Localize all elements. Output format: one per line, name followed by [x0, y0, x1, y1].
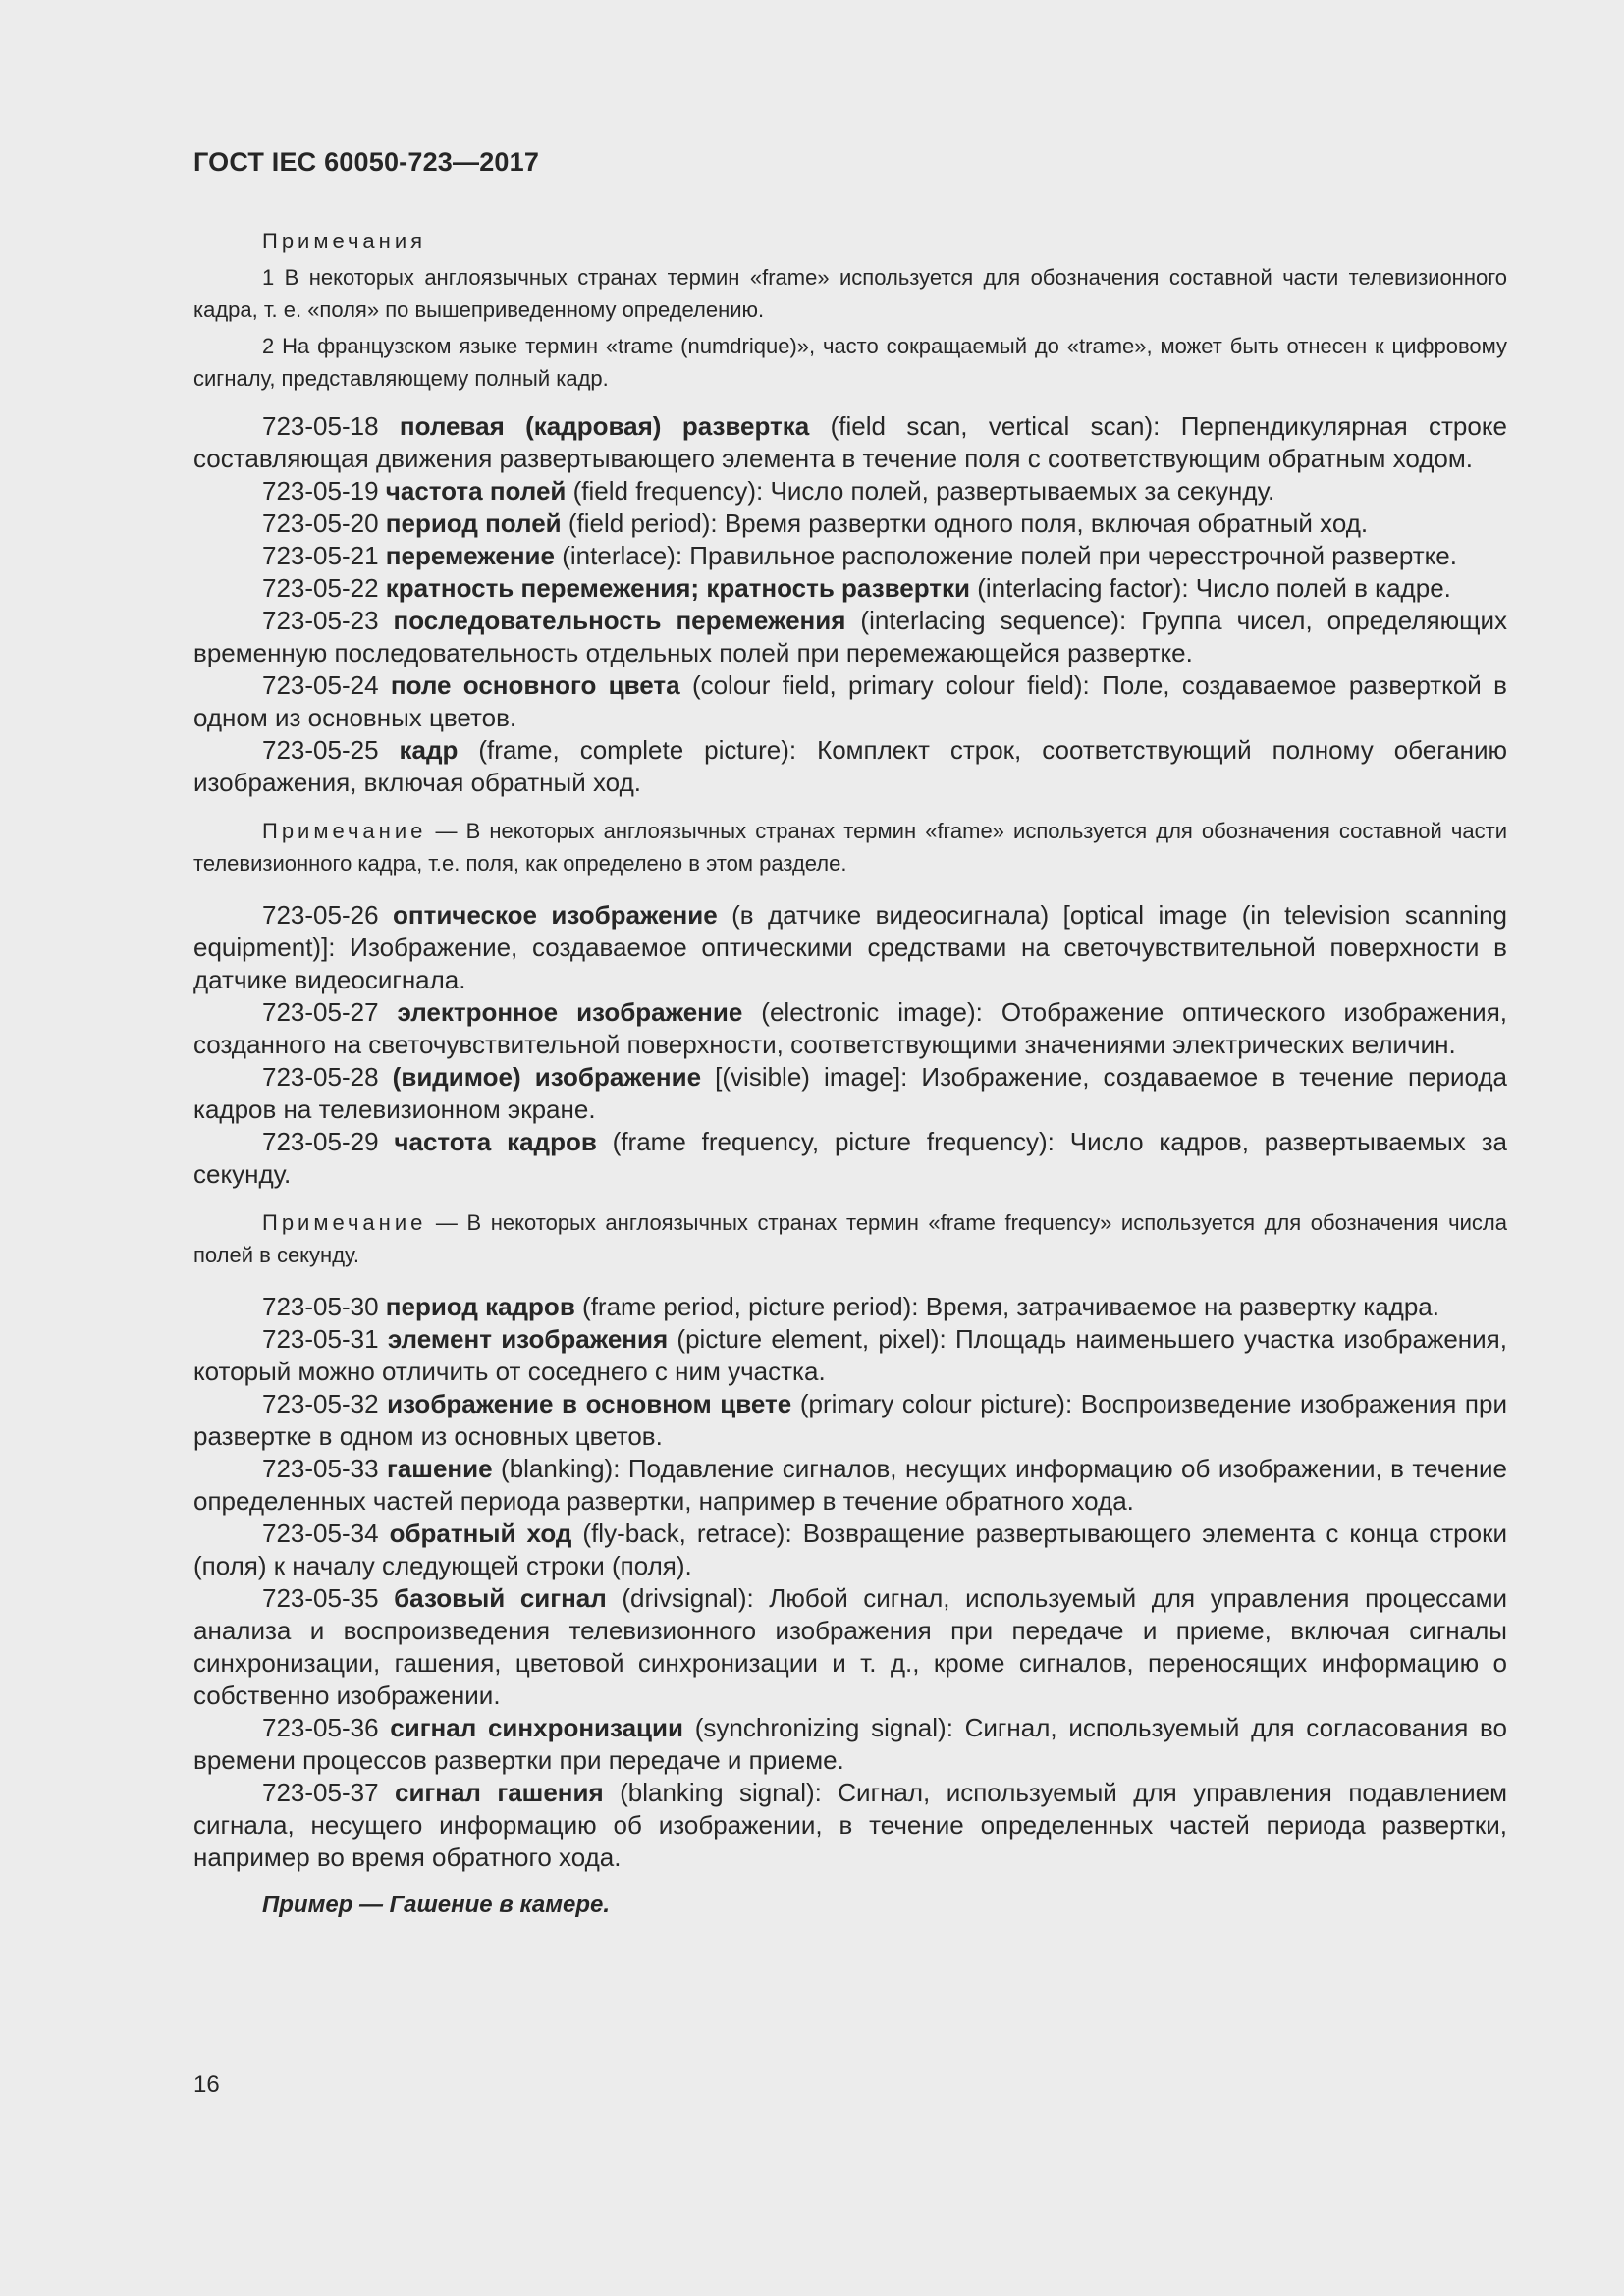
term-name: период кадров	[385, 1292, 575, 1321]
term-definition: (interlacing factor): Число полей в кадре.	[977, 573, 1451, 603]
note-frame	[193, 815, 1507, 880]
entries-group-a	[193, 410, 1507, 799]
term-number: 723-05-18	[262, 411, 379, 441]
term-definition: (synchronizing signal): Сигнал, используемый для согласования во времени процессов развертки при передаче и приеме.	[193, 1713, 1508, 1775]
term-number: 723-05-20	[262, 508, 379, 538]
term-name: полевая (кадровая) развертка	[399, 411, 810, 441]
term-number: 723-05-31	[262, 1324, 379, 1354]
term-number: 723-05-25	[262, 735, 379, 765]
entries-group-c	[193, 1291, 1507, 1874]
term-name: кратность перемежения; кратность развертки	[385, 573, 971, 603]
note-text: — В некоторых англоязычных странах термин «frame frequency» используется для обозначения числа полей в секунду.	[193, 1210, 1507, 1267]
term-number: 723-05-37	[262, 1778, 379, 1807]
term-name: (видимое) изображение	[392, 1062, 702, 1092]
document-body	[193, 222, 1507, 1919]
term-name: обратный ход	[389, 1519, 572, 1548]
term-name: базовый сигнал	[394, 1583, 607, 1613]
term-name: сигнал синхронизации	[390, 1713, 684, 1742]
term-definition: (field period): Время развертки одного поля, включая обратный ход.	[568, 508, 1369, 538]
term-entry	[193, 1388, 1507, 1453]
term-name: гашение	[387, 1454, 493, 1483]
term-definition: (в датчике видеосигнала) [optical image (in television scanning equipment)]: Изображение, создаваемое оптическими средствами на светочувствительной поверхности в датчике видеосигнала.	[193, 900, 1507, 994]
term-definition: (field frequency): Число полей, развертываемых за секунду.	[572, 476, 1275, 506]
term-name: частота кадров	[394, 1127, 597, 1156]
document-header: ГОСТ IEC 60050-723—2017	[193, 147, 540, 177]
term-definition: (frame frequency, picture frequency): Число кадров, развертываемых за секунду.	[193, 1127, 1508, 1189]
example-text: Пример — Гашение в камере.	[262, 1892, 611, 1918]
term-number: 723-05-34	[262, 1519, 379, 1548]
term-definition: (blanking signal): Сигнал, используемый для управления подавлением сигнала, несущего информацию об изображении, в течение определенных частей периода развертки, например во время обратного хода.	[193, 1778, 1507, 1872]
term-number: 723-05-29	[262, 1127, 379, 1156]
term-number: 723-05-19	[262, 476, 379, 506]
term-name: поле основного цвета	[390, 670, 680, 700]
note-label: Примечание	[262, 1210, 427, 1235]
term-definition: [(visible) image]: Изображение, создаваемое в течение периода кадров на телевизионном экране.	[193, 1062, 1507, 1124]
term-number: 723-05-35	[262, 1583, 379, 1613]
term-definition: (drivsignal): Любой сигнал, используемый для управления процессами анализа и воспроизведения телевизионного изображения при передаче и приеме, включая сигналы синхронизации, гашения, цветовой синхронизации и т. д., кроме сигналов, переносящих информацию о собственно изображении.	[193, 1583, 1507, 1710]
term-entry	[193, 734, 1507, 799]
term-definition: (colour field, primary colour field): Поле, создаваемое разверткой в одном из основных цветов.	[193, 670, 1507, 732]
term-name: сигнал гашения	[394, 1778, 604, 1807]
term-definition: (frame, complete picture): Комплект строк, соответствующий полному обеганию изображения, включая обратный ход.	[193, 735, 1507, 797]
term-entry	[193, 1061, 1507, 1126]
term-number: 723-05-33	[262, 1454, 379, 1483]
term-name: перемежение	[385, 541, 555, 570]
term-definition: (frame period, picture period): Время, затрачиваемое на развертку кадра.	[582, 1292, 1439, 1321]
term-entry	[193, 1777, 1507, 1874]
term-definition: (interlace): Правильное расположение полей при чересстрочной развертке.	[562, 541, 1457, 570]
term-definition: (electronic image): Отображение оптического изображения, созданного на светочувствительной поверхности, соответствующими значениями электрических величин.	[193, 997, 1507, 1059]
term-number: 723-05-28	[262, 1062, 379, 1092]
term-name: элемент изображения	[387, 1324, 669, 1354]
term-definition: (blanking): Подавление сигналов, несущих информацию об изображении, в течение определенных частей периода развертки, например в течение обратного хода.	[193, 1454, 1507, 1516]
notes-title: Примечания	[262, 229, 427, 253]
term-number: 723-05-30	[262, 1292, 379, 1321]
note-frame-frequency	[193, 1206, 1507, 1271]
note-label: Примечание	[262, 819, 427, 843]
term-entry	[193, 669, 1507, 734]
term-entry	[193, 1323, 1507, 1388]
note-item: 1 В некоторых англоязычных странах термин «frame» используется для обозначения составной части телевизионного кадра, т. е. «поля» по вышеприведенному определению.	[193, 265, 1507, 322]
term-entry	[193, 605, 1507, 669]
term-definition: (fly-back, retrace): Возвращение развертывающего элемента с конца строки (поля) к началу следующей строки (поля).	[193, 1519, 1507, 1580]
term-name: частота полей	[385, 476, 567, 506]
term-definition: (primary colour picture): Воспроизведение изображения при развертке в одном из основных цветов.	[193, 1389, 1507, 1451]
term-entry	[193, 1582, 1507, 1712]
term-entry	[193, 1291, 1507, 1323]
term-number: 723-05-21	[262, 541, 379, 570]
term-definition: (picture element, pixel): Площадь наименьшего участка изображения, который можно отличить от соседнего с ним участка.	[193, 1324, 1507, 1386]
term-name: кадр	[399, 735, 459, 765]
term-name: изображение в основном цвете	[387, 1389, 792, 1418]
term-number: 723-05-23	[262, 606, 379, 635]
term-number: 723-05-26	[262, 900, 379, 930]
term-entry	[193, 1712, 1507, 1777]
term-name: электронное изображение	[397, 997, 743, 1027]
term-entry	[193, 1126, 1507, 1191]
entries-group-b	[193, 899, 1507, 1191]
term-entry	[193, 507, 1507, 540]
term-entry	[193, 996, 1507, 1061]
term-number: 723-05-24	[262, 670, 379, 700]
term-number: 723-05-27	[262, 997, 379, 1027]
term-name: период полей	[385, 508, 562, 538]
term-entry	[193, 410, 1507, 475]
term-number: 723-05-36	[262, 1713, 379, 1742]
term-entry	[193, 540, 1507, 572]
term-name: последовательность перемежения	[393, 606, 846, 635]
note-item: 2 На французском языке термин «trame (numdrique)», часто сокращаемый до «trame», может быть отнесен к цифровому сигналу, представляющему полный кадр.	[193, 334, 1507, 391]
term-definition: (interlacing sequence): Группа чисел, определяющих временную последовательность отдельных полей при перемежающейся развертке.	[193, 606, 1507, 667]
term-entry	[193, 1453, 1507, 1518]
term-entry	[193, 1518, 1507, 1582]
term-definition: (field scan, vertical scan): Перпендикулярная строке составляющая движения развертывающего элемента в течение поля с соответствующим обратным ходом.	[193, 411, 1507, 473]
term-number: 723-05-32	[262, 1389, 379, 1418]
term-entry	[193, 475, 1507, 507]
term-entry	[193, 572, 1507, 605]
term-entry	[193, 899, 1507, 996]
page-number: 16	[193, 2071, 220, 2098]
term-name: оптическое изображение	[393, 900, 718, 930]
term-number: 723-05-22	[262, 573, 379, 603]
note-text: — В некоторых англоязычных странах термин «frame» используется для обозначения составной части телевизионного кадра, т.е. поля, как определено в этом разделе.	[193, 819, 1507, 876]
